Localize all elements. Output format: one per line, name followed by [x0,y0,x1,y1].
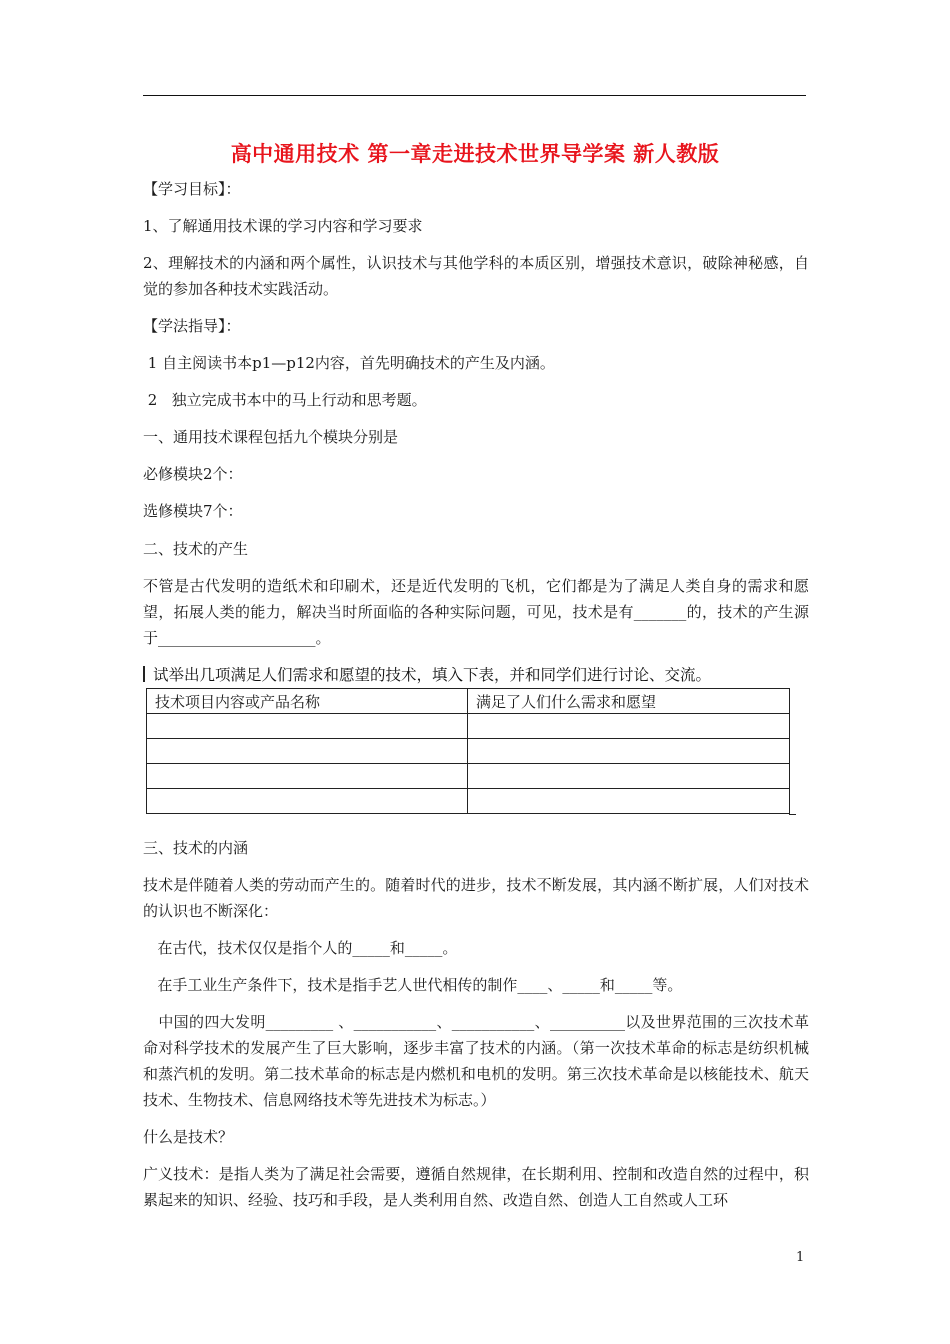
question-2-heading: 二、技术的产生 [143,540,249,558]
goals-heading: 【学习目标】： [143,180,241,198]
table-row[interactable] [147,739,790,764]
table-cell[interactable] [147,739,468,764]
goal-item-1: 1、了解通用技术课的学习内容和学习要求 [143,217,423,235]
what-is-technology-heading: 什么是技术？ [143,1128,234,1146]
table-cell[interactable] [147,714,468,739]
question-1-heading: 一、通用技术课程包括九个模块分别是 [143,428,399,446]
question-2-body: 不管是古代发明的造纸术和印刷术，还是近代发明的飞机，它们都是为了满足人类自身的需求和愿望，拓展人类的能力，解决当时所面临的各种实际问题，可见，技术是有_______的，技术的产生源于_____________________。 [143,577,809,647]
table-row[interactable] [147,764,790,789]
table-row[interactable] [147,789,790,814]
table-cell[interactable] [468,739,790,764]
elective-modules-line: 选修模块7个： [143,502,243,520]
handicraft-line: 在手工业生产条件下，技术是指手艺人世代相传的制作____、_____和_____等。 [143,976,683,994]
page-number: 1 [796,1250,805,1265]
table-header-cell: 技术项目内容或产品名称 [147,689,468,714]
question-3-heading: 三、技术的内涵 [143,839,249,857]
table-cell[interactable] [468,789,790,814]
table-cell[interactable] [147,764,468,789]
method-item-2: 2 独立完成书本中的马上行动和思考题。 [143,391,427,409]
goal-item-2: 2、理解技术的内涵和两个属性，认识技术与其他学科的本质区别，增强技术意识，破除神秘感，自觉的参加各种技术实践活动。 [143,254,809,298]
inventions-paragraph: 中国的四大发明_________ 、___________、___________、__________以及世界范围的三次技术革命对科学技术的发展产生了巨大影响，逐步丰富了技术的内涵。（第一次技术革命的标志是纺织机械和蒸汽机的发明。第二技术革命的标志是内燃机和电机的发明。第三次技术革命是以核能技术、航天技术、生物技术、信息网络技术等先进技术为标志。） [143,1013,809,1109]
table-cell[interactable] [147,789,468,814]
method-heading: 【学法指导】： [143,317,241,335]
table-cell[interactable] [468,714,790,739]
method-item-1: 1 自主阅读书本p1—p12内容，首先明确技术的产生及内涵。 [143,354,555,372]
header-rule [143,95,806,96]
needs-table [146,688,790,814]
table-corner-mark [789,814,796,815]
table-instruction [143,663,793,685]
question-3-body: 技术是伴随着人类的劳动而产生的。随着时代的进步，技术不断发展，其内涵不断扩展，人们对技术的认识也不断深化： [143,876,809,920]
required-modules-line: 必修模块2个： [143,465,243,483]
table-cell[interactable] [468,764,790,789]
table-header-cell: 满足了人们什么需求和愿望 [468,689,790,714]
ancient-line: 在古代，技术仅仅是指个人的_____和_____。 [143,939,458,957]
broad-definition-paragraph: 广义技术：是指人类为了满足社会需要，遵循自然规律，在长期利用、控制和改造自然的过程中，积累起来的知识、经验、技巧和手段，是人类利用自然、改造自然、创造人工自然或人工环 [143,1165,809,1209]
table-header-row [147,689,790,714]
table-row[interactable] [147,714,790,739]
left-margin-mark [143,666,145,682]
table-instruction-text: 试举出几项满足人们需求和愿望的技术，填入下表，并和同学们进行讨论、交流。 [153,666,712,684]
document-title: 高中通用技术 第一章走进技术世界导学案 新人教版 [230,142,720,166]
